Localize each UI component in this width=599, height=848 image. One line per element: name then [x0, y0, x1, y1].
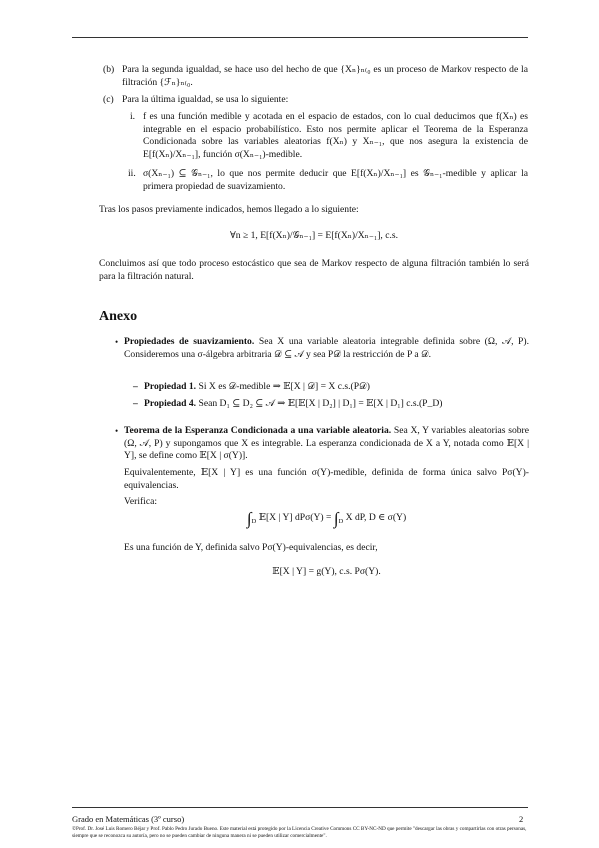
integral-equation	[124, 509, 529, 529]
property-4-line	[144, 398, 529, 411]
item-c-ii-text: σ(Xₙ₋₁) ⊆ 𝒢ₙ₋₁, lo que nos permite deducir que E[f(Xₙ)/Xₙ₋₁] es 𝒢ₙ₋₁-medible y aplicar la primera propiedad de suavizamiento.	[143, 168, 528, 192]
dash-marker: –	[133, 381, 138, 392]
smoothing-properties-text: Sea X una variable aleatoria integrable definida sobre (Ω, 𝒜, P). Consideremos una σ-álgebra arbitraria 𝒟 ⊆ 𝒜 y sea P𝒟 la restricción de P a 𝒟.	[124, 336, 529, 360]
dash-marker: –	[133, 398, 138, 409]
property-4-text: Sean D₁ ⊆ D₂ ⊆ 𝒜 ⇒ 𝔼[𝔼[X | D₂] | D₁] = 𝔼[X | D₁] c.s.(P_D)	[198, 398, 443, 409]
property-1-text: Si X es 𝒟-medible ⇒ 𝔼[X | 𝒟] = X c.s.(P𝒟)	[198, 381, 370, 392]
integral-rhs: X dP, D ∈ σ(Y)	[345, 512, 407, 523]
footer-course: Grado en Matemáticas (3º curso)	[72, 814, 185, 824]
smoothing-properties-block	[124, 336, 529, 361]
integral-domain: D	[338, 518, 344, 525]
integral-sign: ∫	[333, 509, 339, 528]
property-1-heading: Propiedad 1.	[144, 381, 197, 392]
bullet-marker: •	[115, 426, 119, 436]
item-c-i-marker: i.	[130, 111, 136, 122]
integral-lhs: 𝔼[X | Y] dPσ(Y) =	[258, 512, 332, 523]
property-4-heading: Propiedad 4.	[144, 398, 197, 409]
theorem-text: Sea X, Y variables aleatorias sobre (Ω, 𝒜, P) y supongamos que X es integrable. La esperanza condicionada de X a Y, notada como 𝔼[X | Y], se define como 𝔼[X | σ(Y)].	[124, 425, 529, 462]
item-b-marker: (b)	[103, 64, 115, 75]
after-steps-paragraph: Tras los pasos previamente indicados, hemos llegado a lo siguiente:	[99, 204, 359, 215]
item-c-ii-marker: ii.	[128, 168, 136, 179]
function-paragraph: Es una función de Y, definida salvo Pσ(Y)-equivalencias, es decir,	[124, 542, 378, 553]
integral-sign: ∫	[246, 509, 252, 528]
integral-domain: D	[251, 518, 257, 525]
final-equation: 𝔼[X | Y] = g(Y), c.s. Pσ(Y).	[272, 566, 381, 577]
bullet-marker: •	[115, 337, 119, 347]
item-b-text: Para la segunda igualdad, se hace uso del hecho de que {Xₙ}ₙ₍₀ es un proceso de Markov respecto de la filtración {ℱₙ}ₙ₍₀.	[122, 64, 528, 88]
smoothing-properties-heading: Propiedades de suavizamiento.	[124, 336, 255, 347]
item-c-marker: (c)	[103, 94, 114, 105]
theorem-block	[124, 425, 529, 463]
item-c-text: Para la última igualdad, se usa lo siguiente:	[122, 94, 289, 105]
theorem-heading: Teorema de la Esperanza Condicionada a una variable aleatoria.	[124, 425, 392, 436]
item-c-i-text: f es una función medible y acotada en el espacio de estados, con lo cual deducimos que f(Xₙ) es integrable en el espacio probabilístico. Esto nos permite aplicar el Teorema de la Esperanza Condicionada sobre las variables aleatorias f(Xₙ) y Xₙ₋₁, que nos asegura la existencia de E[f(Xₙ)/Xₙ₋₁], función σ(Xₙ₋₁)-medible.	[143, 111, 528, 160]
footer-license: ©Prof. Dr. José Luis Romero Béjar y Prof. Pablo Pedro Jurado Bueno. Este material está protegido por la Licencia Creative Commons CC BY-NC-ND que permite "descargar las obras y compartirlas con otras personas, siempre que se reconozca su autoría, pero no se pueden cambiar de ninguna manera ni se pueden utilizar comercialmente".	[72, 826, 527, 839]
verifica-label: Verifica:	[124, 496, 158, 507]
footer-page-number: 2	[519, 814, 524, 824]
main-equation: ∀n ≥ 1, E[f(Xₙ)/𝒢ₙ₋₁] = E[f(Xₙ)/Xₙ₋₁], c.s.	[229, 230, 399, 241]
property-1-line	[144, 381, 529, 394]
top-rule	[72, 37, 528, 38]
footer-rule	[72, 807, 528, 808]
equivalence-paragraph: Equivalentemente, 𝔼[X | Y] es una función σ(Y)-medible, definida de forma única salvo Pσ(Y)-equivalencias.	[124, 467, 529, 491]
conclusion-paragraph: Concluimos así que todo proceso estocástico que sea de Markov respecto de alguna filtración también lo será para la filtración natural.	[99, 258, 529, 282]
annex-heading: Anexo	[99, 309, 138, 324]
